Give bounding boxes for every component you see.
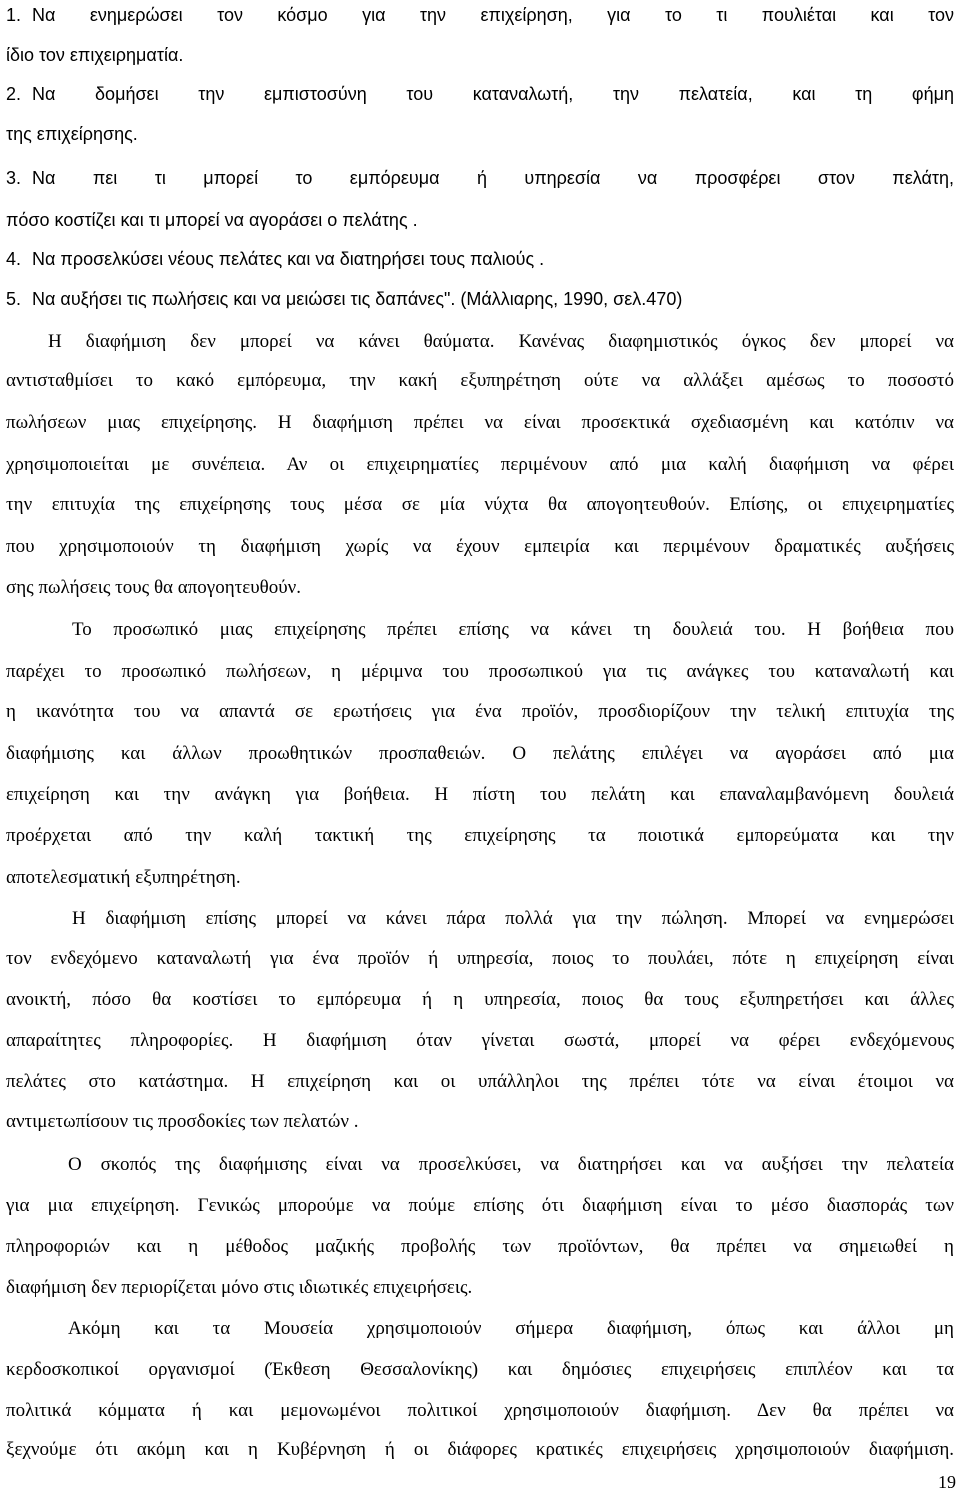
paragraph-5-line-2: κερδοσκοπικοί οργανισμοί (Έκθεση Θεσσαλονίκης) και δημόσιες επιχειρήσεις επιπλέον και τα	[6, 1359, 954, 1380]
list-item-3-cont: πόσο κοστίζει και τι μπορεί να αγοράσει ο πελάτης .	[6, 210, 418, 230]
paragraph-2-line-2: παρέχει το προσωπικό πωλήσεων, η μέριμνα του προσωπικού για τις ανάγκες του καταναλωτή και	[6, 661, 954, 682]
paragraph-3-line-2: τον ενδεχόμενο καταναλωτή για ένα προϊόν ή υπηρεσία, ποιος το πουλάει, πότε η επιχείρηση είναι	[6, 948, 954, 969]
paragraph-4-line-1: Ο σκοπός της διαφήμισης είναι να προσελκύσει, να διατηρήσει και να αυξήσει την πελατεία	[68, 1154, 954, 1175]
paragraph-3-line-1: Η διαφήμιση επίσης μπορεί να κάνει πάρα πολλά για την πώληση. Μπορεί να ενημερώσει	[72, 908, 954, 929]
paragraph-1-line-5: την επιτυχία της επιχείρησης τους μέσα σε μία νύχτα θα απογοητευθούν. Επίσης, οι επιχειρηματίες	[6, 494, 954, 515]
paragraph-4-line-4: διαφήμιση δεν περιορίζεται μόνο στις ιδιωτικές επιχειρήσεις.	[6, 1277, 473, 1298]
list-item-1	[6, 1, 954, 29]
paragraph-5-line-4: ξεχνούμε ότι ακόμη και η Κυβέρνηση ή οι διάφορες κρατικές επιχειρήσεις χρησιμοποιούν διαφήμιση.	[6, 1439, 954, 1460]
list-text: Να πει τι μπορεί το εμπόρευμα ή υπηρεσία να προσφέρει στον πελάτη,	[32, 168, 954, 188]
paragraph-1-line-7: σης πωλήσεις τους θα απογοητευθούν.	[6, 577, 302, 598]
list-item-2	[6, 80, 954, 108]
list-item-3	[6, 164, 954, 192]
paragraph-2-line-5: επιχείρηση και την ανάγκη για βοήθεια. Η πίστη του πελάτη και επαναλαμβανόμενη δουλειά	[6, 784, 954, 805]
list-item-4	[6, 245, 954, 273]
paragraph-5-line-3: πολιτικά κόμματα ή και μεμονωμένοι πολιτικοί χρησιμοποιούν διαφήμιση. Δεν θα πρέπει να	[6, 1400, 954, 1421]
paragraph-1-line-6: που χρησιμοποιούν τη διαφήμιση χωρίς να έχουν εμπειρία και περιμένουν δραματικές αυξήσεις	[6, 536, 954, 557]
paragraph-1-line-1: Η διαφήμιση δεν μπορεί να κάνει θαύματα. Κανένας διαφημιστικός όγκος δεν μπορεί να	[48, 331, 954, 352]
paragraph-4-line-2: για μια επιχείρηση. Γενικώς μπορούμε να πούμε επίσης ότι διαφήμιση είναι το μέσο διασποράς των	[6, 1195, 954, 1216]
list-text: Να ενημερώσει τον κόσμο για την επιχείρηση, για το τι πουλιέται και τον	[32, 5, 954, 25]
list-item-1-cont: ίδιο τον επιχειρηματία.	[6, 45, 184, 65]
page-number: 19	[938, 1472, 956, 1492]
list-text: Να δομήσει την εμπιστοσύνη του καταναλωτή, την πελατεία, και τη φήμη	[32, 84, 954, 104]
list-number: 5.	[6, 289, 22, 309]
list-number: 3.	[6, 168, 22, 188]
list-number: 2.	[6, 84, 22, 104]
paragraph-5-line-1: Ακόμη και τα Μουσεία χρησιμοποιούν σήμερα διαφήμιση, όπως και άλλοι μη	[68, 1318, 954, 1339]
paragraph-1-line-3: πωλήσεων μιας επιχείρησης. Η διαφήμιση πρέπει να είναι προσεκτικά σχεδιασμένη και κατόπιν να	[6, 412, 954, 433]
paragraph-3-line-3: ανοικτή, πόσο θα κοστίσει το εμπόρευμα ή η υπηρεσία, ποιος θα τους εξυπηρετήσει και άλλες	[6, 989, 954, 1010]
paragraph-3-line-5: πελάτες στο κατάστημα. Η επιχείρηση και οι υπάλληλοι της πρέπει τότε να είναι έτοιμοι να	[6, 1071, 954, 1092]
list-number: 1.	[6, 5, 22, 25]
paragraph-3-line-6: αντιμετωπίσουν τις προσδοκίες των πελατών .	[6, 1111, 359, 1132]
paragraph-2-line-1: Το προσωπικό μιας επιχείρησης πρέπει επίσης να κάνει τη δουλειά του. Η βοήθεια που	[72, 619, 954, 640]
list-number: 4.	[6, 249, 22, 269]
paragraph-1-line-2: αντισταθμίσει το κακό εμπόρευμα, την κακή εξυπηρέτηση ούτε να αλλάξει αμέσως το ποσοστό	[6, 370, 954, 391]
paragraph-2-line-7: αποτελεσματική εξυπηρέτηση.	[6, 867, 241, 888]
list-text: Να προσελκύσει νέους πελάτες και να διατηρήσει τους παλιούς .	[32, 249, 545, 269]
list-text: Να αυξήσει τις πωλήσεις και να μειώσει τις δαπάνες". (Μάλλιαρης, 1990, σελ.470)	[32, 289, 683, 309]
paragraph-4-line-3: πληροφοριών και η μέθοδος μαζικής προβολής των προϊόντων, θα πρέπει να σημειωθεί η	[6, 1236, 954, 1257]
paragraph-2-line-4: διαφήμισης και άλλων προωθητικών προσπαθειών. Ο πελάτης επιλέγει να αγοράσει από μια	[6, 743, 954, 764]
paragraph-2-line-3: η ικανότητα του να απαντά σε ερωτήσεις για ένα προϊόν, προσδιορίζουν την τελική επιτυχία της	[6, 701, 954, 722]
paragraph-1-line-4: χρησιμοποιείται με συνέπεια. Αν οι επιχειρηματίες περιμένουν από μια καλή διαφήμιση να φέρει	[6, 454, 954, 475]
paragraph-3-line-4: απαραίτητες πληροφορίες. Η διαφήμιση όταν γίνεται σωστά, μπορεί να φέρει ενδεχόμενους	[6, 1030, 954, 1051]
paragraph-2-line-6: προέρχεται από την καλή τακτική της επιχείρησης τα ποιοτικά εμπορεύματα και την	[6, 825, 954, 846]
list-item-2-cont: της επιχείρησης.	[6, 124, 138, 144]
list-item-5	[6, 285, 954, 313]
